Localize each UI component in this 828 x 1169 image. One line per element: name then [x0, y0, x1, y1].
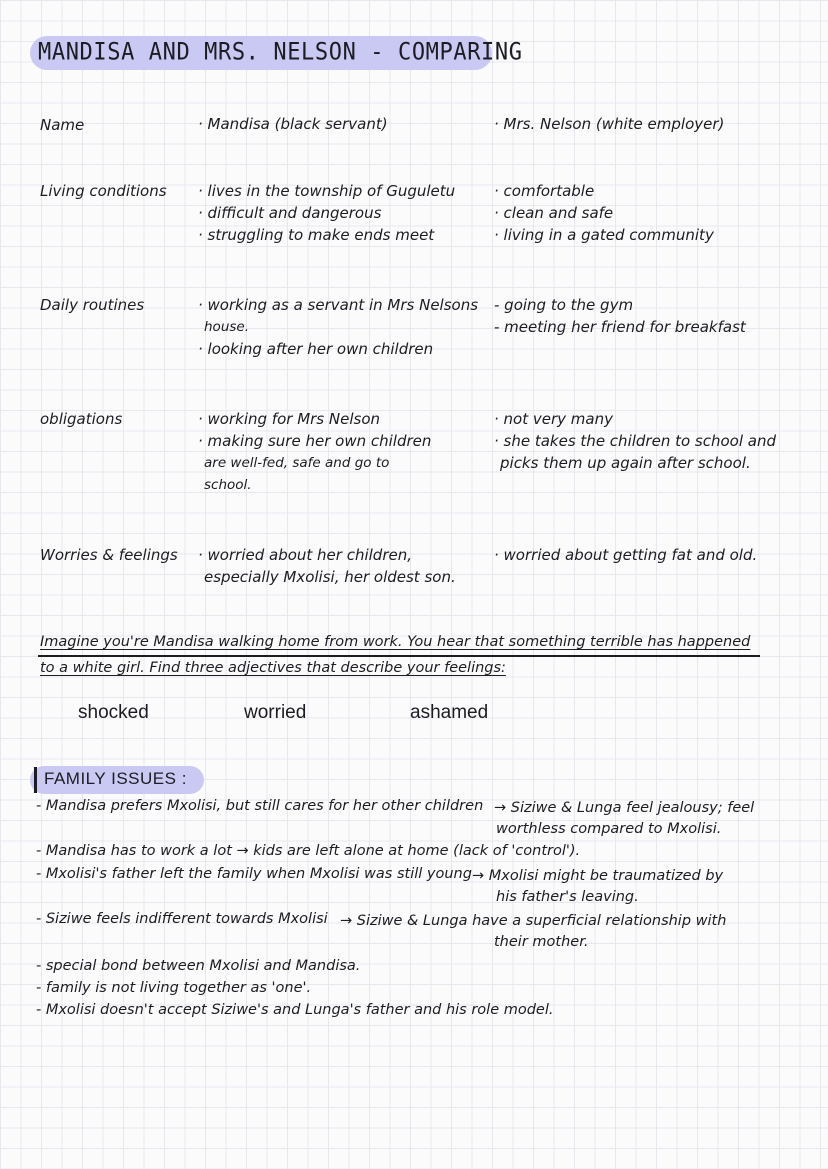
row-label-obligations: obligations [40, 410, 123, 428]
mandisa-daily-routines [198, 294, 478, 360]
issue-result-line: → Siziwe & Lunga feel jealousy; feel [494, 800, 755, 816]
nelson-line: · worried about getting fat and old. [494, 546, 758, 564]
mandisa-line: house. [204, 319, 250, 335]
issue-result-line: → Siziwe & Lunga have a superficial relationship with [340, 913, 727, 929]
mandisa-line: especially Mxolisi, her oldest son. [204, 568, 456, 586]
mandisa-worries-feelings [198, 544, 456, 588]
nelson-line: · clean and safe [494, 204, 614, 222]
section-marker [34, 767, 37, 793]
section-title-family-issues: FAMILY ISSUES : [44, 769, 187, 788]
nelson-line: picks them up again after school. [500, 454, 751, 472]
issue-item: - Mandisa has to work a lot → kids are left alone at home (lack of 'control'). [36, 843, 581, 859]
adjective-ashamed: ashamed [410, 702, 489, 723]
nelson-line: - going to the gym [494, 296, 634, 314]
mandisa-line: are well-fed, safe and go to [204, 455, 390, 471]
issue-result [472, 866, 723, 908]
mandisa-obligations [198, 408, 431, 496]
issue-item: - Mxolisi doesn't accept Siziwe's and Lunga's father and his role model. [36, 1002, 554, 1018]
mandisa-name [198, 113, 388, 135]
nelson-worries-feelings [494, 544, 757, 566]
nelson-line: · comfortable [494, 182, 595, 200]
row-label-name: Name [40, 116, 85, 134]
adjective-shocked: shocked [78, 702, 149, 723]
mandisa-line: · struggling to make ends meet [198, 226, 435, 244]
nelson-line: · Mrs. Nelson (white employer) [494, 115, 725, 133]
issue-item: - Siziwe feels indifferent towards Mxolisi [36, 911, 328, 927]
row-label-living-conditions: Living conditions [40, 182, 167, 200]
mandisa-line: school. [204, 477, 252, 493]
issue-result-line: → Mxolisi might be traumatized by [472, 868, 724, 884]
adjective-worried: worried [244, 702, 307, 723]
issue-result [494, 798, 754, 840]
issue-result-line: his father's leaving. [496, 889, 639, 905]
nelson-name [494, 113, 724, 135]
mandisa-line: · lives in the township of Guguletu [198, 182, 456, 200]
nelson-obligations [494, 408, 776, 474]
nelson-living-conditions [494, 180, 714, 246]
nelson-line: · living in a gated community [494, 226, 714, 244]
mandisa-line: · making sure her own children [198, 432, 432, 450]
mandisa-line: · working for Mrs Nelson [198, 410, 380, 428]
mandisa-line: · working as a servant in Mrs Nelsons [198, 296, 479, 314]
prompt-rule [38, 655, 760, 657]
row-label-worries-feelings: Worries & feelings [40, 546, 178, 564]
mandisa-line: · worried about her children, [198, 546, 412, 564]
mandisa-living-conditions [198, 180, 455, 246]
issue-item: - Mandisa prefers Mxolisi, but still cares for her other children [36, 798, 484, 814]
issue-item: - family is not living together as 'one'. [36, 980, 312, 996]
page-title: MANDISA AND MRS. NELSON - COMPARING [38, 39, 523, 66]
row-label-daily-routines: Daily routines [40, 296, 145, 314]
nelson-line: · she takes the children to school and [494, 432, 776, 450]
nelson-line: · not very many [494, 410, 613, 428]
mandisa-line: · looking after her own children [198, 340, 434, 358]
issue-result-line: their mother. [494, 934, 589, 950]
mandisa-line: · difficult and dangerous [198, 204, 382, 222]
mandisa-line: · Mandisa (black servant) [198, 115, 388, 133]
issue-result-line: worthless compared to Mxolisi. [496, 821, 722, 837]
issue-result [340, 911, 726, 953]
prompt-line-1: Imagine you're Mandisa walking home from work. You hear that something terrible has happened [40, 634, 751, 650]
issue-item: - special bond between Mxolisi and Mandisa. [36, 958, 361, 974]
issue-item: - Mxolisi's father left the family when Mxolisi was still young [36, 866, 472, 882]
nelson-line: - meeting her friend for breakfast [494, 318, 746, 336]
prompt-line-2: to a white girl. Find three adjectives that describe your feelings: [40, 660, 506, 676]
nelson-daily-routines [494, 294, 746, 338]
